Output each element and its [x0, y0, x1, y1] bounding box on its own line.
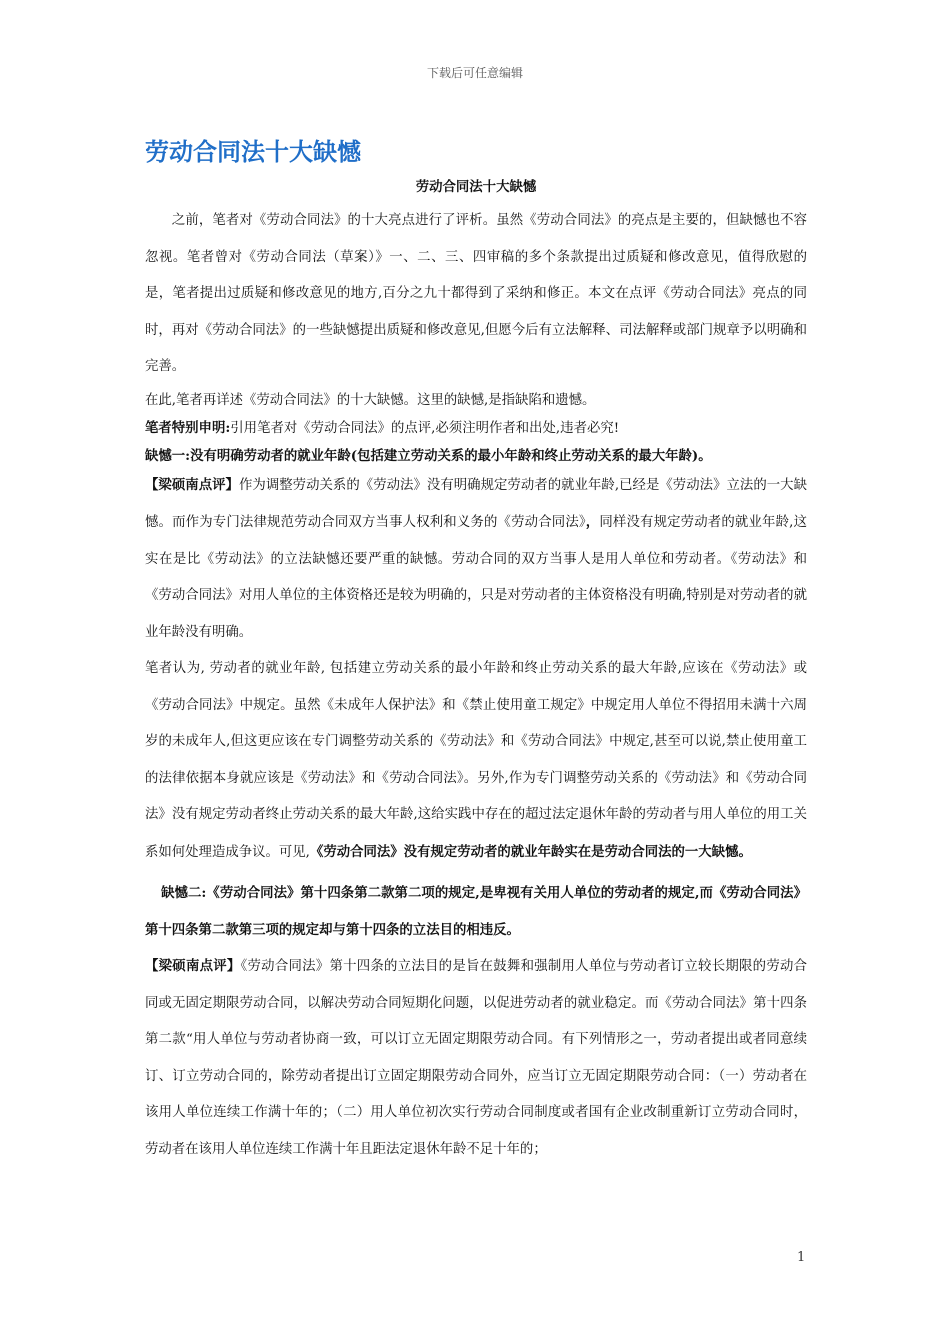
regret-2-comment-text: 《劳动合同法》第十四条的立法目的是旨在鼓舞和强制用人单位与劳动者订立较长期限的劳动合同或无固定期限劳动合同，以解决劳动合同短期化问题，以促进劳动者的就业稳定。而《劳动合同法》第十四条第二款“用人单位与劳动者协商一致，可以订立无固定期限劳动合同。有下列情形之一，劳动者提出或者同意续订、订立劳动合同的，除劳动者提出订立固定期限劳动合同外，应当订立无固定期限劳动合同：（一）劳动者在该用人单位连续工作满十年的；（二）用人单位初次实行劳动合同制度或者国有企业改制重新订立劳动合同时，劳动者在该用人单位连续工作满十年且距法定退休年龄不足十年的；: [145, 959, 808, 1157]
regret-1-opinion: [145, 651, 807, 871]
regret-1-heading: 缺憾一:没有明确劳动者的就业年龄(包括建立劳动关系的最小年龄和终止劳动关系的最大年龄)。: [145, 447, 712, 464]
document-body: [145, 176, 807, 1168]
commentator-label: 【梁硕南点评】: [145, 476, 239, 493]
regret-2-comment: [145, 948, 807, 1168]
author-notice-text: 引用笔者对《劳动合同法》的点评,必须注明作者和出处,违者必究!: [230, 420, 620, 436]
author-notice: [145, 416, 807, 441]
regret-1-opinion-bold: 《劳动合同法》没有规定劳动者的就业年龄实在是劳动合同法的一大缺憾。: [309, 843, 752, 860]
regret-2-heading: 缺憾二:《劳动合同法》第十四条第二款第二项的规定,是卑视有关用人单位的劳动者的规定,而《劳动合同法》第十四条第二款第三项的规定却与第十四条的立法目的相违反。: [145, 885, 807, 938]
bold-comma: ，: [585, 514, 600, 530]
intro-summary-paragraph: 在此,笔者再详述《劳动合同法》的十大缺憾。这里的缺憾,是指缺陷和遗憾。: [145, 392, 596, 408]
regret-1-comment-text-a: 作为调整劳动关系的《劳动法》没有明确规定劳动者的就业年龄,已经是《劳动法》立法的一大缺憾。而作为专门法律规范劳动合同双方当事人权利和义务的《劳动合同法》: [145, 477, 807, 530]
author-notice-label: 笔者特别申明:: [145, 419, 231, 436]
regret-1-opinion-text: 笔者认为, 劳动者的就业年龄, 包括建立劳动关系的最小年龄和终止劳动关系的最大年龄,应该在《劳动法》或《劳动合同法》中规定。虽然《未成年人保护法》和《禁止使用童工规定》中规定用人单位不得招用未满十六周岁的未成年人,但这更应该在专门调整劳动关系的《劳动法》和《劳动合同法》中规定,甚至可以说,禁止使用童工的法律依据本身就应该是《劳动法》和《劳动合同法》。另外,作为专门调整劳动关系的《劳动法》和《劳动合同法》没有规定劳动者终止劳动关系的最大年龄,这给实践中存在的超过法定退休年龄的劳动者与用人单位的用工关系如何处理造成争议。可见,: [145, 661, 807, 860]
regret-1-comment-text-b: 同样没有规定劳动者的就业年龄,这实在是比《劳动法》的立法缺憾还要严重的缺憾。劳动合同的双方当事人是用人单位和劳动者。《劳动法》和《劳动合同法》对用人单位的主体资格还是较为明确的，只是对劳动者的主体资格没有明确,特别是对劳动者的就业年龄没有明确。: [145, 515, 807, 640]
intro-paragraph: 之前，笔者对《劳动合同法》的十大亮点进行了评析。虽然《劳动合同法》的亮点是主要的，但缺憾也不容忽视。笔者曾对《劳动合同法（草案）》一、二、三、四审稿的多个条款提出过质疑和修改意见，值得欣慰的是，笔者提出过质疑和修改意见的地方,百分之九十都得到了采纳和修正。本文在点评《劳动合同法》亮点的同时，再对《劳动合同法》的一些缺憾提出质疑和修改意见,但愿今后有立法解释、司法解释或部门规章予以明确和完善。: [145, 213, 807, 374]
regret-1-comment: [145, 467, 807, 652]
section-title: 劳动合同法十大缺憾: [415, 179, 537, 195]
document-title: 劳动合同法十大缺憾: [145, 138, 361, 166]
page-number: 1: [797, 1250, 806, 1265]
page-header: 下载后可任意编辑: [426, 66, 523, 80]
commentator-label: 【梁硕南点评】: [145, 958, 241, 974]
